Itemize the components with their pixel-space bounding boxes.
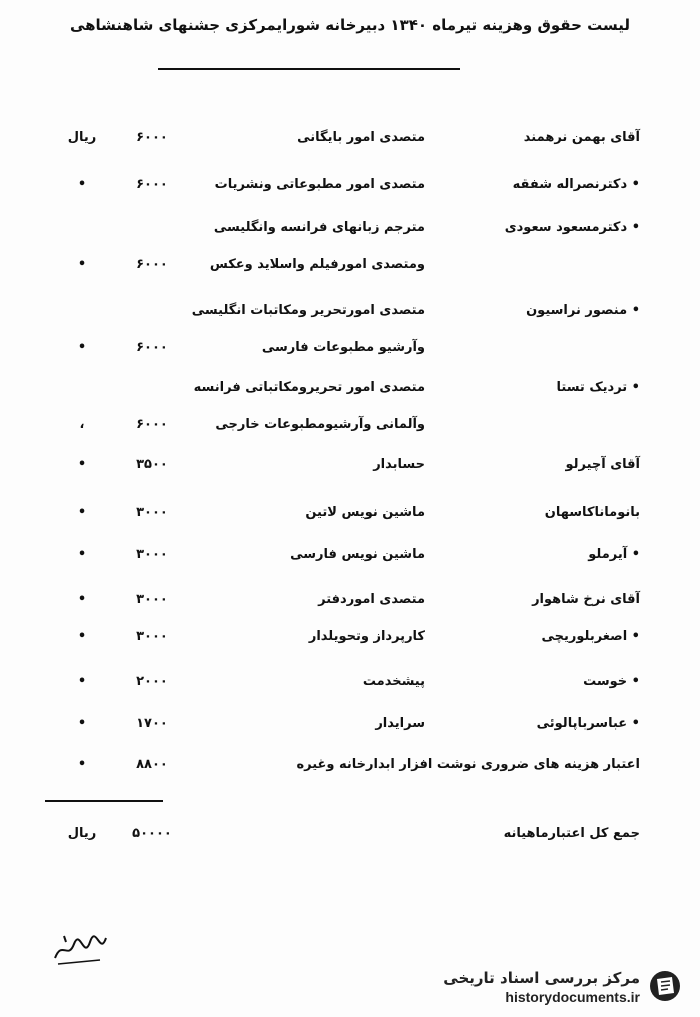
row-name: بانوماناکاسهان [544,505,640,520]
table-row [0,257,700,287]
row-role: متصدی امور بایگانی [297,130,425,145]
table-row [0,629,700,659]
table-row [0,757,700,787]
row-amount: ۶۰۰۰ [136,257,168,272]
total-unit: ریال [67,826,97,841]
row-role: سرایدار [375,716,425,731]
row-amount: ۳۰۰۰ [136,505,168,520]
archive-logo-icon [648,969,682,1003]
row-unit: ، [79,417,85,432]
row-name: • خوست [583,674,640,689]
total-amount: ۵۰۰۰۰ [132,826,172,841]
handwritten-signature [50,930,110,970]
row-unit: • [77,674,87,689]
row-unit: • [77,505,87,520]
table-row [0,130,700,160]
table-row [0,303,700,333]
row-role: ماشین نویس لاتین [305,505,425,520]
row-role: متصدی امور تحریرومکاتباتی فرانسه [193,380,425,395]
row-role: وآرشیو مطبوعات فارسی [261,340,425,355]
row-name: آقای بهمن نرهمند [523,130,640,145]
row-unit: • [77,757,87,772]
row-amount: ۶۰۰۰ [136,340,168,355]
row-amount: ۳۰۰۰ [136,629,168,644]
table-row [0,457,700,487]
total-label: جمع کل اعتبارماهیانه [503,826,640,841]
row-role: متصدی اموردفتر [318,592,425,607]
watermark-text-en: historydocuments.ir [505,989,640,1005]
row-amount: ۶۰۰۰ [136,417,168,432]
total-rule [45,800,163,802]
table-row [0,592,700,622]
row-name: • منصور نراسیون [526,303,640,318]
row-name: • اصغربلوریچی [541,629,640,644]
row-role: ماشین نویس فارسی [290,547,425,562]
row-name: • دکترنصراله شفقه [512,177,640,192]
row-role: متصدی امور مطبوعاتی ونشریات [214,177,425,192]
row-role: حسابدار [373,457,425,472]
row-unit: • [77,457,87,472]
row-name: • دکترمسعود سعودی [504,220,640,235]
row-unit: • [77,340,87,355]
row-unit: • [77,592,87,607]
table-row [0,716,700,746]
row-role: وآلمانی وآرشیومطبوعات خارجی [215,417,425,432]
row-unit: • [77,547,87,562]
row-role: مترجم زبانهای فرانسه وانگلیسی [213,220,425,235]
table-row [0,674,700,704]
row-name: • تردیک تستا [556,380,640,395]
row-name: آقای نرخ شاهوار [532,592,640,607]
row-name: • عباسرباپالوئی [536,716,640,731]
row-name: اعتبار هزینه های ضروری نوشت افزار ابدارخانه وغیره [296,757,640,772]
row-amount: ۳۵۰۰ [136,457,168,472]
table-row [0,505,700,535]
watermark-text-fa: مرکز بررسی اسناد تاریخی [443,969,640,987]
table-row [0,380,700,410]
row-name: • آیرملو [588,547,640,562]
row-amount: ۳۰۰۰ [136,592,168,607]
row-unit: • [77,716,87,731]
table-row [0,417,700,447]
table-row [0,177,700,207]
row-amount: ۲۰۰۰ [136,674,168,689]
row-unit: • [77,257,87,272]
row-role: متصدی امورتحریر ومکاتبات انگلیسی [191,303,425,318]
row-unit: ریال [67,130,97,145]
row-name: آقای آچیرلو [565,457,640,472]
row-amount: ۳۰۰۰ [136,547,168,562]
table-row [0,220,700,250]
archive-watermark [420,965,690,1010]
document-title: لیست حقوق وهزینه تیرماه ۱۳۴۰ دبیرخانه شورایمرکزی جشنهای شاهنشاهی [69,16,631,34]
row-amount: ۶۰۰۰ [136,177,168,192]
row-amount: ۶۰۰۰ [136,130,168,145]
table-row [0,547,700,577]
row-role: پیشخدمت [362,674,425,689]
row-role: کارپرداز وتحویلدار [308,629,425,644]
row-role: ومتصدی امورفیلم واسلاید وعکس [209,257,425,272]
row-amount: ۸۸۰۰ [136,757,168,772]
row-unit: • [77,177,87,192]
table-row [0,340,700,370]
row-amount: ۱۷۰۰ [136,716,168,731]
row-unit: • [77,629,87,644]
title-underline [158,68,460,70]
